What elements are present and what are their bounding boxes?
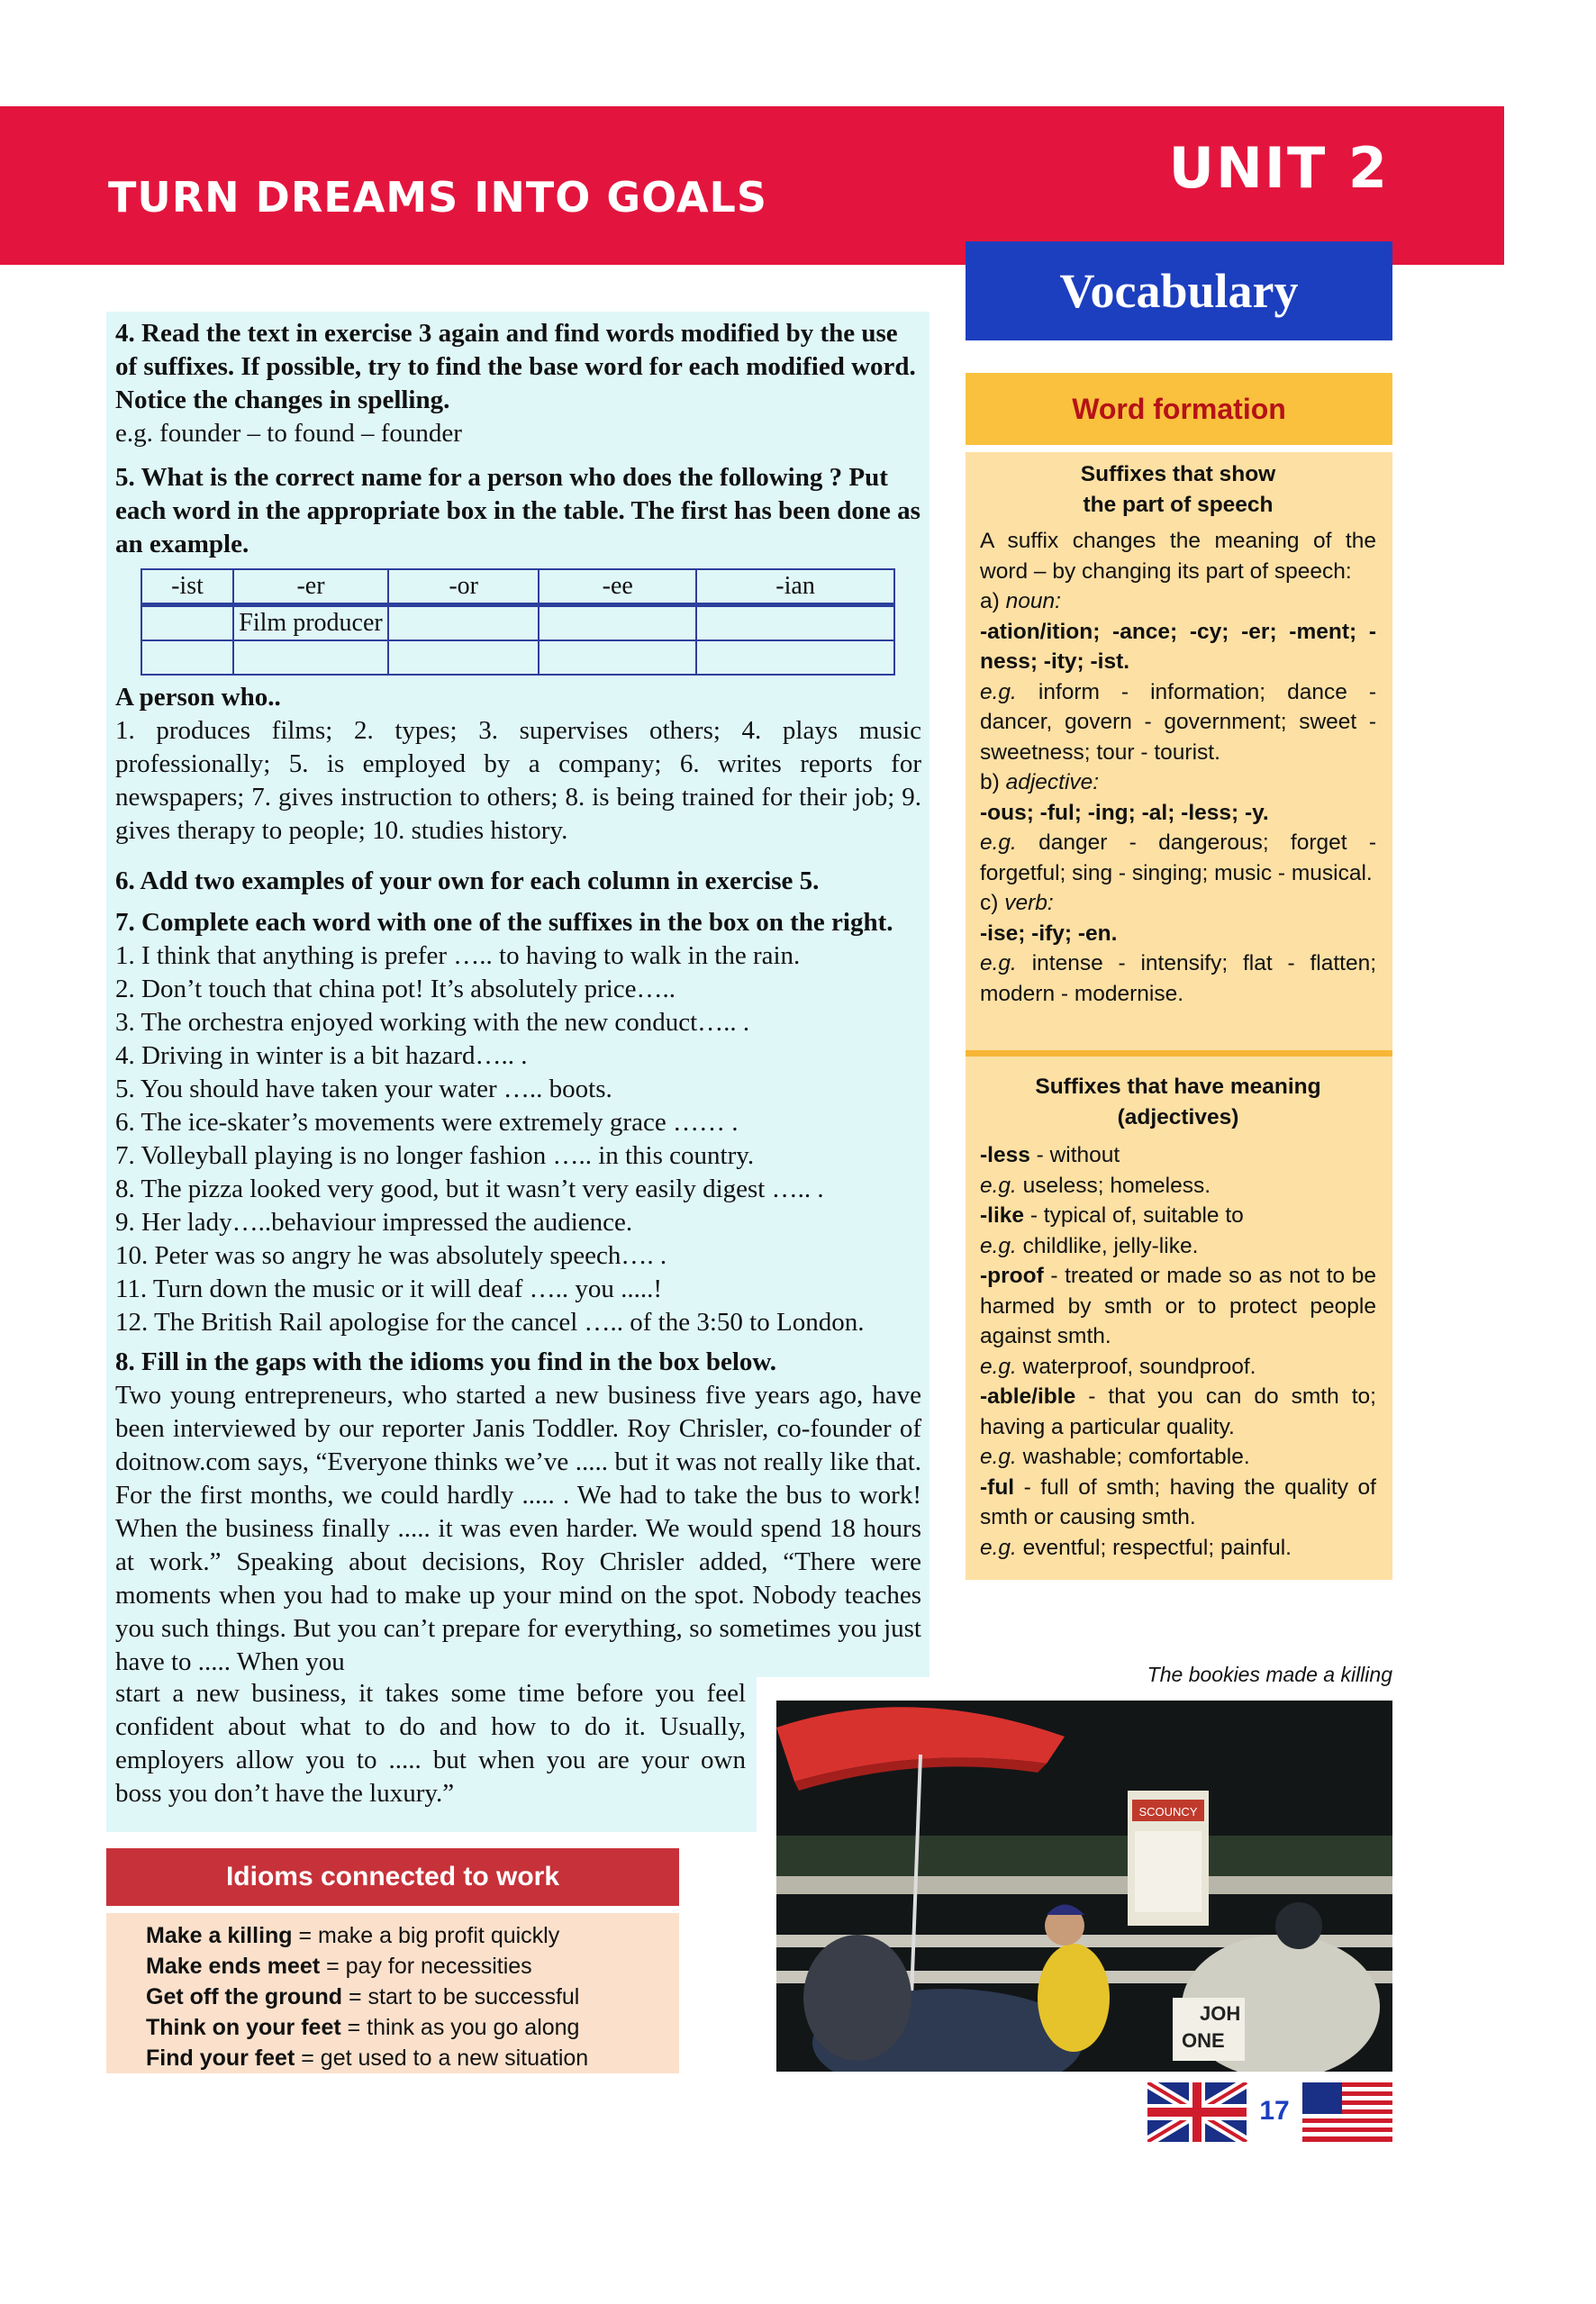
exercise-7-instruction: 7. Complete each word with one of the suffixes in the box on the right. [115,908,893,937]
meaning-item [980,1140,1376,1171]
suffix-table [141,568,895,676]
examples: washable; comfortable. [1016,1445,1250,1469]
idioms-title: Idioms connected to work [106,1848,679,1906]
exercise-8-text-continued: start a new business, it takes some time before you feel confident about what to do and how to do it. Usually, employers allow you to ..... but when you are your own boss you don’t have the luxury.” [115,1679,746,1808]
type: adjective: [1005,770,1100,794]
table-cell[interactable]: Film producer [233,605,388,641]
exercise-8 [115,1346,921,1679]
meaning-item [980,1382,1376,1442]
photo-caption: The bookies made a killing [1147,1663,1392,1686]
heading-line: (adjectives) [1117,1104,1239,1129]
eg: e.g. [980,1233,1017,1258]
exercise-5-list [115,681,921,848]
list-item: 5. You should have taken your water ….. boots. [115,1075,612,1103]
meaning-item [980,1261,1376,1352]
exercise-6-instruction: 6. Add two examples of your own for each column in exercise 5. [115,866,820,895]
idiom-meaning: = make a big profit quickly [292,1923,560,1948]
exercise-5-instruction-text: 5. What is the correct name for a person who does the following ? Put each word in the appropriate box in the table. The first has been done as an example. [115,463,920,558]
page-title: TURN DREAMS INTO GOALS [108,173,767,222]
table-header-cell: -or [388,569,539,605]
examples: intense - intensify; flat - flatten; modern - modernise. [980,951,1376,1006]
verb-line [980,888,1376,919]
adjective-suffixes: -ous; -ful; -ing; -al; -less; -y. [980,800,1269,825]
label: b) [980,770,1006,794]
idiom-item [106,1951,679,1982]
list-item: 2. Don’t touch that china pot! It’s absolutely price….. [115,975,676,1003]
meaning-examples [980,1352,1376,1383]
verb-suffixes: -ise; -ify; -en. [980,921,1118,946]
eg: e.g. [980,830,1017,855]
eg: e.g. [980,1173,1017,1198]
idiom-item [106,2043,679,2073]
eg: e.g. [980,679,1017,704]
word-formation-title: Word formation [966,373,1392,445]
heading-line: the part of speech [1083,492,1274,517]
list-item: 9. Her lady…..behaviour impressed the audience. [115,1208,633,1237]
exercise-4 [115,317,921,450]
table-cell[interactable] [141,640,233,675]
exercise-5-instruction [115,461,921,561]
photo-illustration [776,1701,1392,2072]
idiom-term: Make ends meet [146,1954,321,1979]
adjective-examples [980,828,1376,888]
eg: e.g. [980,1445,1017,1469]
examples: danger - dangerous; forget - forgetful; sing - singing; music - musical. [980,830,1376,885]
idiom-meaning: = start to be successful [342,1984,580,2009]
suffix: -proof [980,1264,1044,1288]
suffix: -less [980,1143,1030,1167]
exercise-8-text: Two young entrepreneurs, who started a new business five years ago, have been interviewed by our reporter Janis Toddler. Roy Chrisler, co-founder of doitnow.com says, “Everyone thinks we’ve ..... but it was not really like that. For the first months, we could hardly ..... . We had to take the bus to work! When the business finally ..... it was even harder. We would spend 18 hours at work.” Speaking about decisions, Roy Chrisler added, “There were moments when you had to make up your mind on the spot. Nobody teaches you such things. But you can’t prepare for everything, so sometimes you just have to ..... When you [115,1381,921,1676]
page-number: 17 [1247,2086,1302,2136]
heading-line: Suffixes that show [1080,462,1276,486]
noun-examples [980,677,1376,768]
idioms-list [106,1913,679,2073]
idiom-item [106,1982,679,2012]
table-cell[interactable] [388,605,539,641]
table-cell[interactable] [141,605,233,641]
meaning-item [980,1201,1376,1231]
eg: e.g. [980,1354,1017,1379]
idiom-term: Think on your feet [146,2015,341,2040]
idiom-item [106,2012,679,2043]
table-cell[interactable] [696,605,894,641]
list-item: 3. The orchestra enjoyed working with the new conduct….. . [115,1008,750,1037]
desc: - that you can do smth to; having a particular quality. [980,1384,1376,1439]
examples: useless; homeless. [1016,1173,1211,1198]
type: noun: [1005,589,1061,613]
noun-suffixes: -ation/ition; -ance; -cy; -er; -ment; -ness; -ity; -ist. [980,619,1376,674]
meaning-examples [980,1231,1376,1262]
exercise-7 [115,906,921,1339]
suffix-pos-heading [980,459,1376,520]
list-item: 7. Volleyball playing is no longer fashion ….. in this country. [115,1141,755,1170]
noun-line [980,586,1376,617]
table-header-cell: -ist [141,569,233,605]
exercise-4-instruction: 4. Read the text in exercise 3 again and find words modified by the use of suffixes. If possible, try to find the base word for each modified word. Notice the changes in spelling. [115,319,916,414]
table-cell[interactable] [696,640,894,675]
list-item: 10. Peter was so angry he was absolutely speech…. . [115,1241,667,1270]
meaning-item [980,1473,1376,1533]
meaning-examples [980,1171,1376,1202]
examples: inform - information; dance - dancer, govern - government; sweet - sweetness; tour - tourist. [980,679,1376,765]
adjective-line [980,767,1376,798]
table-cell[interactable] [539,605,696,641]
examples: waterproof, soundproof. [1016,1354,1256,1379]
list-item: 11. Turn down the music or it will deaf ….. you .....! [115,1274,663,1303]
section-tab: Vocabulary [966,241,1392,340]
table-row [141,605,894,641]
verb-examples [980,948,1376,1009]
suffix: -like [980,1203,1025,1228]
list-item: 12. The British Rail apologise for the cancel ….. of the 3:50 to London. [115,1308,865,1337]
exercise-4-example: e.g. founder – to found – founder [115,419,462,448]
idiom-term: Get off the ground [146,1984,343,2009]
suffix-meaning-heading [980,1072,1376,1132]
label: a) [980,589,1006,613]
table-header-cell: -er [233,569,388,605]
list-item: 8. The pizza looked very good, but it wasn’t very easily digest ….. . [115,1175,824,1203]
desc: - full of smth; having the quality of smth or causing smth. [980,1474,1376,1529]
table-cell[interactable] [539,640,696,675]
meaning-examples [980,1533,1376,1564]
examples: eventful; respectful; painful. [1016,1535,1292,1560]
photo-sign-2: JOH [1200,2002,1241,2025]
examples: childlike, jelly-like. [1016,1233,1199,1258]
exercise-6 [115,865,921,898]
eg: e.g. [980,1535,1017,1560]
heading-line: Suffixes that have meaning [1035,1075,1321,1099]
type: verb: [1004,891,1054,915]
intro-text: A suffix changes the meaning of the word – by changing its part of speech: [980,529,1376,584]
suffix-pos-body [980,526,1376,1009]
table-header-row [141,569,894,605]
us-flag-icon [1302,2082,1392,2142]
bookies-photo [776,1701,1392,2072]
suffix: -ful [980,1474,1015,1500]
suffix-meaning-body [980,1140,1376,1563]
table-row [141,640,894,675]
list-item: 4. Driving in winter is a bit hazard….. . [115,1041,528,1070]
idiom-meaning: = pay for necessities [320,1954,532,1979]
exercise-8-instruction: 8. Fill in the gaps with the idioms you find in the box below. [115,1347,776,1376]
photo-sign-1: SCOUNCY [1138,1805,1198,1819]
label: c) [980,891,1005,915]
table-header-cell: -ian [696,569,894,605]
table-cell[interactable] [233,640,388,675]
unit-title: UNIT 2 [1168,135,1389,201]
photo-sign-3: ONE [1182,2029,1225,2052]
list-item: 6. The ice-skater’s movements were extremely grace …… . [115,1108,739,1137]
suffix: -able/ible [980,1384,1076,1409]
idiom-term: Find your feet [146,2045,295,2071]
uk-flag-icon [1147,2082,1247,2142]
idiom-term: Make a killing [146,1923,293,1948]
desc: - without [1029,1143,1120,1167]
list-item: 1. I think that anything is prefer ….. to having to walk in the rain. [115,941,801,970]
desc: - typical of, suitable to [1024,1203,1244,1228]
idiom-meaning: = get used to a new situation [295,2045,589,2071]
table-header-cell: -ee [539,569,696,605]
idiom-item [106,1920,679,1951]
exercise-5-items: 1. produces films; 2. types; 3. supervises others; 4. plays music professionally; 5. is employed by a company; 6. writes reports for newspapers; 7. gives instruction to others; 8. is being trained for their job; 9. gives therapy to people; 10. studies history. [115,716,921,845]
desc: - treated or made so as not to be harmed by smth or to protect people against smth. [980,1264,1376,1348]
divider [966,1050,1392,1057]
meaning-examples [980,1442,1376,1473]
exercise-5-heading: A person who.. [115,683,281,712]
eg: e.g. [980,951,1017,975]
table-cell[interactable] [388,640,539,675]
idiom-meaning: = think as you go along [340,2015,580,2040]
